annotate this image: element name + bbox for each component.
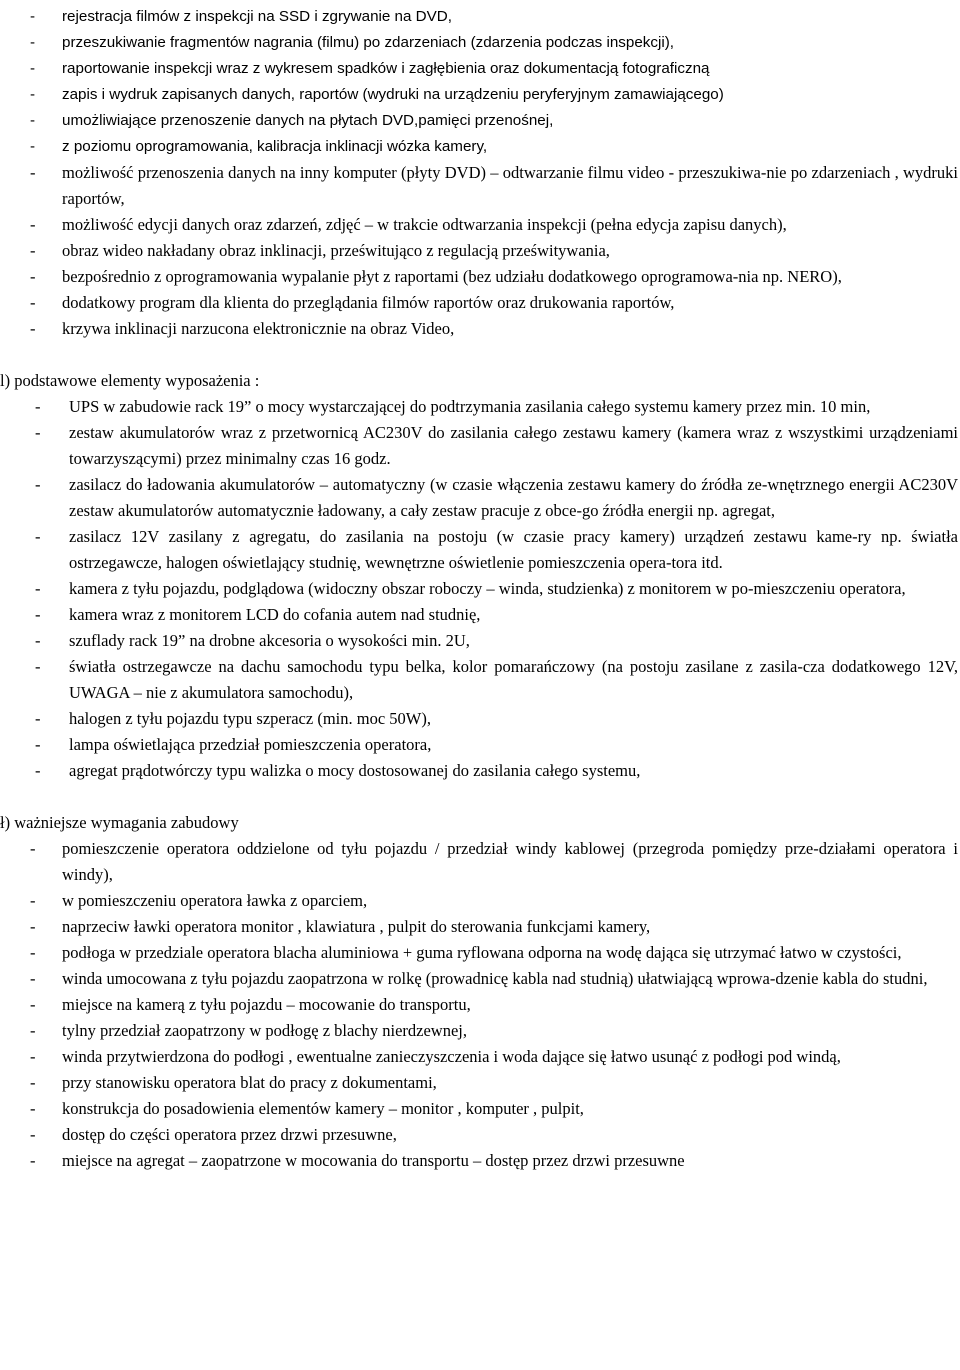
- bullet-dash: -: [30, 86, 36, 103]
- list-item: [0, 706, 960, 732]
- list-item: [0, 316, 960, 342]
- list-item: [0, 394, 960, 420]
- bullet-dash: -: [30, 319, 36, 338]
- list-item: [0, 56, 960, 82]
- bullet-dash: -: [30, 34, 36, 51]
- list-item-text: zasilacz 12V zasilany z agregatu, do zasilania na postoju (w czasie pracy kamery) urządzeń zestawu kame-ry np. światła ostrzegawcze, halogen oświetlający studnię, wewnętrzne oświetlenie pomieszczenia opera-tora itd.: [69, 527, 958, 572]
- list-item-text: przy stanowisku operatora blat do pracy z dokumentami,: [62, 1073, 437, 1092]
- list-item-text: zapis i wydruk zapisanych danych, raportów (wydruki na urządzeniu peryferyjnym zamawiającego): [62, 86, 724, 103]
- list-item: [0, 238, 960, 264]
- list-item-text: możliwość edycji danych oraz zdarzeń, zdjęć – w trakcie odtwarzania inspekcji (pełna edycja zapisu danych),: [62, 215, 787, 234]
- list-item: [0, 290, 960, 316]
- list-item: [0, 940, 960, 966]
- list-item: [0, 888, 960, 914]
- bullet-dash: -: [35, 527, 41, 546]
- bullet-dash: -: [30, 163, 36, 182]
- bullet-dash: -: [30, 995, 36, 1014]
- list-item: [0, 82, 960, 108]
- list-item-text: z poziomu oprogramowania, kalibracja inklinacji wózka kamery,: [62, 138, 488, 155]
- list-item: [0, 992, 960, 1018]
- list-item: [0, 654, 960, 706]
- bullet-dash: -: [30, 241, 36, 260]
- bullet-dash: -: [35, 579, 41, 598]
- bullet-dash: -: [35, 761, 41, 780]
- list-item: [0, 914, 960, 940]
- requirements-list: [0, 836, 960, 1174]
- list-item: [0, 524, 960, 576]
- list-item-text: rejestracja filmów z inspekcji na SSD i zgrywanie na DVD,: [62, 8, 452, 25]
- bullet-dash: -: [30, 1021, 36, 1040]
- list-item: [0, 420, 960, 472]
- bullet-dash: -: [30, 1073, 36, 1092]
- bullet-dash: -: [30, 112, 36, 129]
- section-heading: l) podstawowe elementy wyposażenia :: [0, 371, 260, 390]
- bullet-dash: -: [30, 969, 36, 988]
- section-heading: ł) ważniejsze wymagania zabudowy: [0, 813, 239, 832]
- list-item: [0, 30, 960, 56]
- list-item: [0, 212, 960, 238]
- list-item: [0, 134, 960, 160]
- bullet-dash: -: [35, 735, 41, 754]
- bullet-dash: -: [30, 1151, 36, 1170]
- bullet-dash: -: [35, 397, 41, 416]
- section-build-requirements: [0, 810, 960, 1174]
- list-item: [0, 628, 960, 654]
- list-item: [0, 472, 960, 524]
- list-item-text: dodatkowy program dla klienta do przeglądania filmów raportów oraz drukowania raportów,: [62, 293, 675, 312]
- bullet-dash: -: [30, 891, 36, 910]
- list-item-text: przeszukiwanie fragmentów nagrania (filmu) po zdarzeniach (zdarzenia podczas inspekcji),: [62, 34, 675, 51]
- list-item-text: możliwość przenoszenia danych na inny komputer (płyty DVD) – odtwarzanie filmu video - przeszukiwa-nie po zdarzeniach , wydruki raportów,: [62, 163, 958, 208]
- list-item: [0, 108, 960, 134]
- list-item-text: pomieszczenie operatora oddzielone od tyłu pojazdu / przedział windy kablowej (przegroda pomiędzy prze-działami operatora i windy),: [62, 839, 958, 884]
- list-item: [0, 758, 960, 784]
- list-item-text: raportowanie inspekcji wraz z wykresem spadków i zagłębienia oraz dokumentacją fotograficzną: [62, 60, 710, 77]
- bullet-dash: -: [35, 423, 41, 442]
- list-item-text: konstrukcja do posadowienia elementów kamery – monitor , komputer , pulpit,: [62, 1099, 584, 1118]
- list-item-text: krzywa inklinacji narzucona elektronicznie na obraz Video,: [62, 319, 455, 338]
- bullet-dash: -: [35, 631, 41, 650]
- bullet-dash: -: [30, 215, 36, 234]
- list-item-text: kamera wraz z monitorem LCD do cofania autem nad studnię,: [69, 605, 481, 624]
- bullet-dash: -: [30, 943, 36, 962]
- list-item-text: naprzeciw ławki operatora monitor , klawiatura , pulpit do sterowania funkcjami kamery,: [62, 917, 651, 936]
- list-item: [0, 1148, 960, 1174]
- list-item-text: dostęp do części operatora przez drzwi przesuwne,: [62, 1125, 397, 1144]
- list-item-text: umożliwiające przenoszenie danych na płytach DVD,pamięci przenośnej,: [62, 112, 554, 129]
- list-item-text: tylny przedział zaopatrzony w podłogę z blachy nierdzewnej,: [62, 1021, 467, 1040]
- list-item: [0, 160, 960, 212]
- bullet-dash: -: [30, 839, 36, 858]
- bullet-dash: -: [30, 1099, 36, 1118]
- list-item-text: kamera z tyłu pojazdu, podglądowa (widoczny obszar roboczy – winda, studzienka) z monitorem w po-mieszczeniu operatora,: [69, 579, 906, 598]
- list-item: [0, 264, 960, 290]
- bullet-dash: -: [30, 267, 36, 286]
- document-page: [0, 4, 960, 1174]
- list-item-text: zasilacz do ładowania akumulatorów – automatyczny (w czasie włączenia zestawu kamery do źródła ze-wnętrznego energii AC230V zestaw akumulatorów automatycznie ładowany, a cały zestaw pracuje z obce-go źródła energii np. agregat,: [69, 475, 958, 520]
- list-item-text: szuflady rack 19” na drobne akcesoria o wysokości min. 2U,: [69, 631, 470, 650]
- bullet-dash: -: [35, 475, 41, 494]
- bullet-dash: -: [35, 657, 41, 676]
- list-item-text: w pomieszczeniu operatora ławka z oparciem,: [62, 891, 368, 910]
- list-item: [0, 1018, 960, 1044]
- bullet-dash: -: [30, 1047, 36, 1066]
- list-item-text: podłoga w przedziale operatora blacha aluminiowa + guma ryflowana odporna na wodę dająca się utrzymać łatwo w czystości,: [62, 943, 902, 962]
- list-item-text: światła ostrzegawcze na dachu samochodu typu belka, kolor pomarańczowy (na postoju zasilane z zasila-cza dodatkowego 12V, UWAGA – nie z akumulatora samochodu),: [69, 657, 958, 702]
- list-item: [0, 576, 960, 602]
- section-recording-features: [0, 4, 960, 342]
- bullet-dash: -: [35, 605, 41, 624]
- list-item: [0, 4, 960, 30]
- list-item: [0, 1044, 960, 1070]
- bullet-dash: -: [30, 138, 36, 155]
- list-item-text: miejsce na kamerą z tyłu pojazdu – mocowanie do transportu,: [62, 995, 471, 1014]
- list-item: [0, 602, 960, 628]
- equipment-list: [0, 394, 960, 784]
- bullet-dash: -: [30, 1125, 36, 1144]
- list-item-text: zestaw akumulatorów wraz z przetwornicą AC230V do zasilania całego zestawu kamery (kamera wraz z wszystkimi urządzeniami towarzyszącymi) przez minimalny czas 16 godz.: [69, 423, 958, 468]
- section-basic-equipment: [0, 368, 960, 784]
- list-item-text: UPS w zabudowie rack 19” o mocy wystarczającej do podtrzymania zasilania całego systemu kamery przez min. 10 min,: [69, 397, 871, 416]
- bullet-dash: -: [30, 917, 36, 936]
- list-item-text: bezpośrednio z oprogramowania wypalanie płyt z raportami (bez udziału dodatkowego oprogramowa-nia np. NERO),: [62, 267, 842, 286]
- feature-list: [0, 4, 960, 342]
- list-item: [0, 966, 960, 992]
- list-item-text: miejsce na agregat – zaopatrzone w mocowania do transportu – dostęp przez drzwi przesuwne: [62, 1151, 685, 1170]
- list-item: [0, 1070, 960, 1096]
- list-item-text: agregat prądotwórczy typu walizka o mocy dostosowanej do zasilania całego systemu,: [69, 761, 641, 780]
- list-item: [0, 836, 960, 888]
- list-item-text: halogen z tyłu pojazdu typu szperacz (min. moc 50W),: [69, 709, 431, 728]
- list-item: [0, 732, 960, 758]
- list-item: [0, 1096, 960, 1122]
- list-item-text: obraz wideo nakładany obraz inklinacji, prześwitująco z regulacją prześwitywania,: [62, 241, 610, 260]
- list-item: [0, 1122, 960, 1148]
- bullet-dash: -: [30, 293, 36, 312]
- bullet-dash: -: [30, 60, 36, 77]
- bullet-dash: -: [30, 8, 36, 25]
- list-item-text: winda przytwierdzona do podłogi , ewentualne zanieczyszczenia i woda dające się łatwo usunąć z podłogi pod windą,: [62, 1047, 841, 1066]
- list-item-text: lampa oświetlająca przedział pomieszczenia operatora,: [69, 735, 432, 754]
- list-item-text: winda umocowana z tyłu pojazdu zaopatrzona w rolkę (prowadnicę kabla nad studnią) ułatwiającą wprowa-dzenie kabla do studni,: [62, 969, 928, 988]
- bullet-dash: -: [35, 709, 41, 728]
